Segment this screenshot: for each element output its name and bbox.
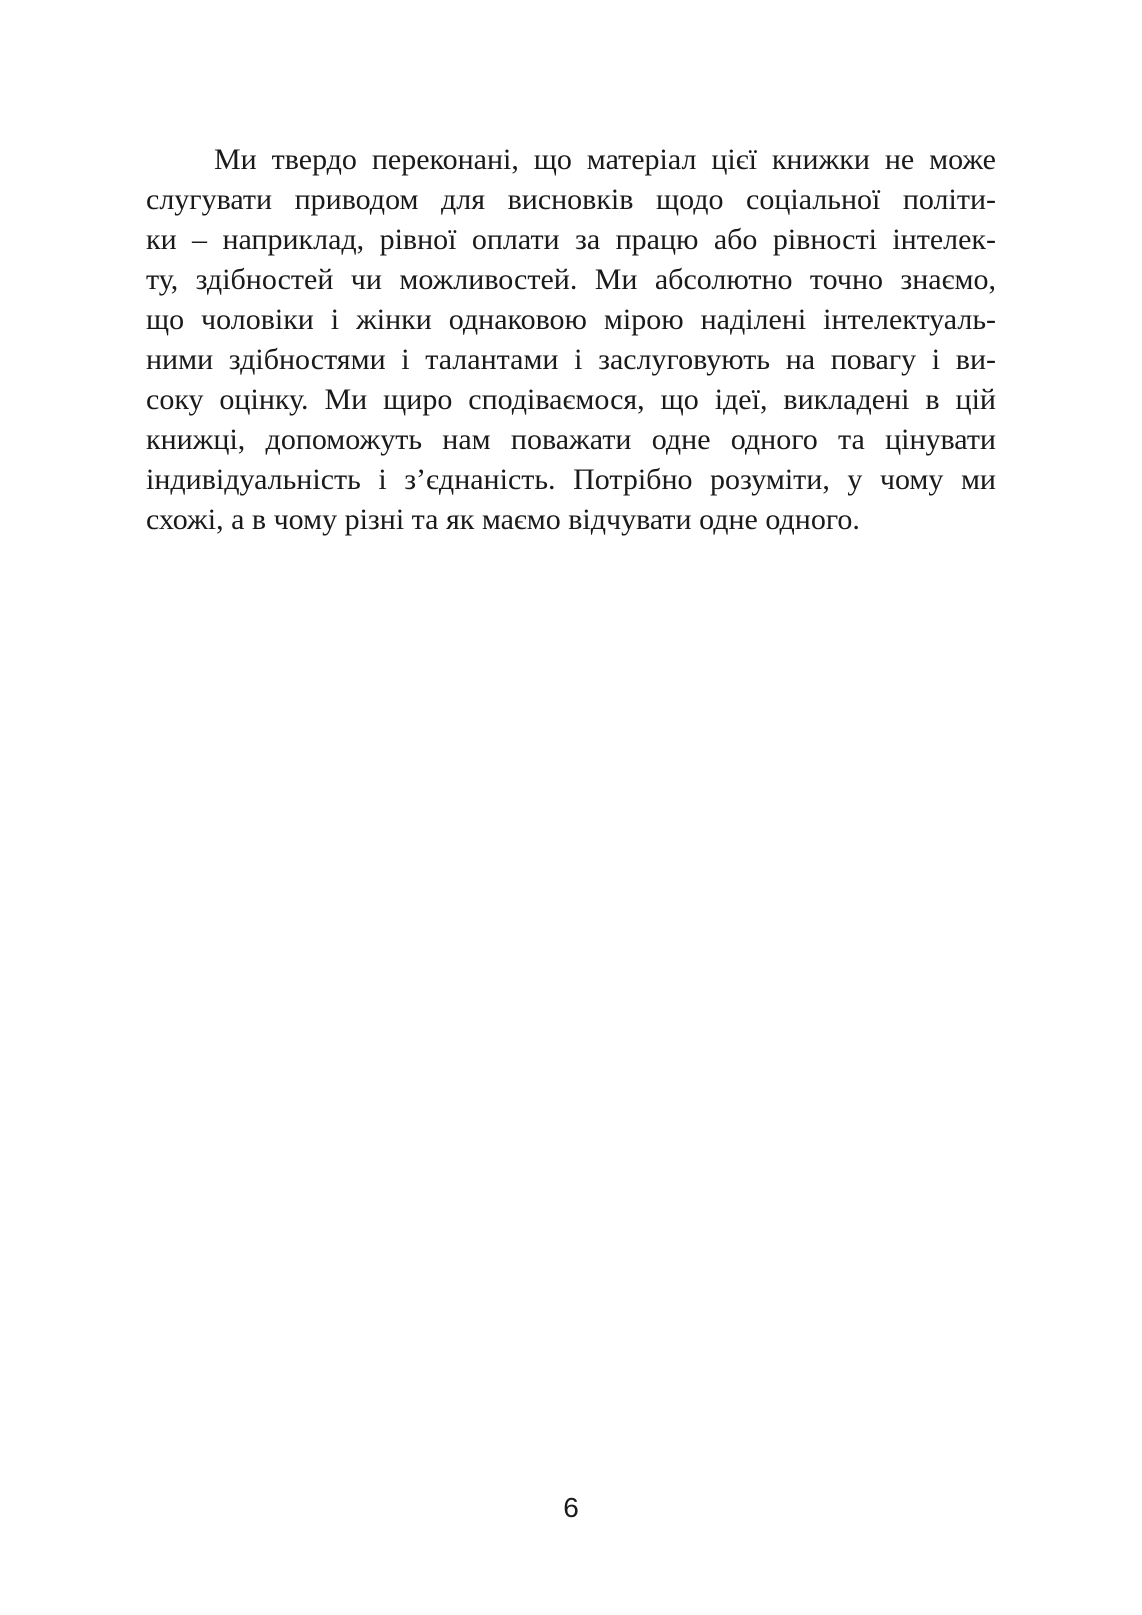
paragraph-line: слугувати приводом для висновків щодо соціальної політи- bbox=[146, 183, 996, 216]
paragraph-line: ними здібностями і талантами і заслуговують на повагу і ви- bbox=[146, 343, 996, 376]
page-number: 6 bbox=[563, 1492, 579, 1523]
paragraph-line: Ми твердо переконані, що матеріал цієї книжки не може bbox=[214, 143, 996, 176]
paragraph-line: схожі, а в чому різні та як маємо відчувати одне одного. bbox=[146, 503, 860, 536]
body-paragraph bbox=[146, 140, 996, 540]
paragraph-line: ту, здібностей чи можливостей. Ми абсолютно точно знаємо, bbox=[146, 263, 996, 296]
paragraph-line: ки – наприклад, рівної оплати за працю або рівності інтелек- bbox=[146, 223, 996, 256]
paragraph-line: що чоловіки і жінки однаковою мірою наділені інтелектуаль- bbox=[146, 303, 996, 336]
paragraph-line: книжці, допоможуть нам поважати одне одного та цінувати bbox=[146, 423, 996, 456]
paragraph-line: соку оцінку. Ми щиро сподіваємося, що ідеї, викладені в цій bbox=[146, 383, 996, 416]
paragraph-line: індивідуальність і з’єднаність. Потрібно розуміти, у чому ми bbox=[146, 463, 996, 496]
